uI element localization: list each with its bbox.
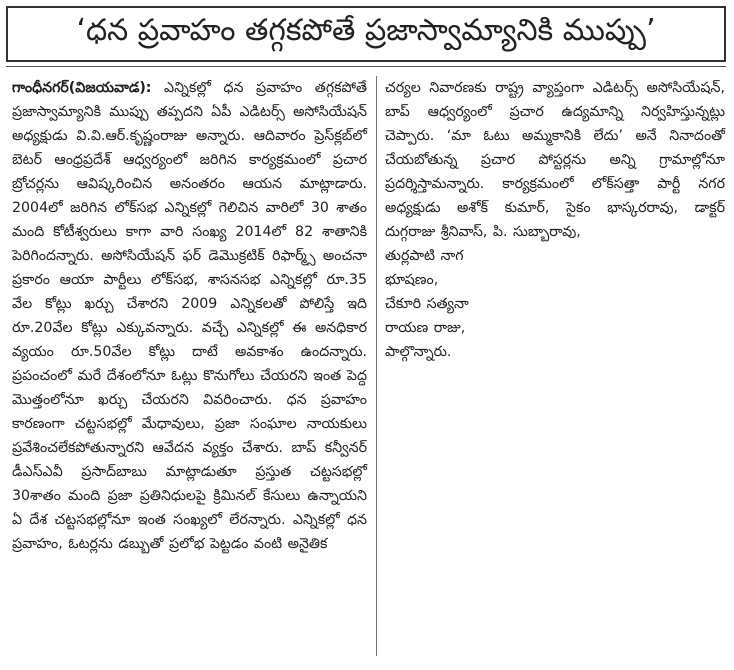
article-tail-narrow bbox=[385, 244, 493, 364]
headline: ‘ధన ప్రవాహం తగ్గకపోతే ప్రజాస్వామ్యానికి ముప్పు’ bbox=[76, 13, 656, 48]
dateline: గాంధీనగర్(విజయవాడ): bbox=[12, 80, 152, 96]
tail-line: తుర్లపాటి నాగ bbox=[385, 248, 464, 264]
article-body-left: ఎన్నికల్లో ధన ప్రవాహం తగ్గకపోతే ప్రజాస్వామ్యానికి ముప్పు తప్పదని ఏపీ ఎడిటర్స్ అసోసియేషన్ అధ్యక్షుడు వి.వి.ఆర్.కృష్ణంరాజు అన్నారు. ఆదివారం ప్రెస్‌క్లబ్‌లో బెటర్ ఆంధ్రప్రదేశ్ ఆధ్వర్యంలో జరిగిన కార్యక్రమంలో ప్రచార బ్రోచర్లను ఆవిష్కరించిన అనంతరం ఆయన మాట్లాడారు. 2004లో జరిగిన లోక్‌సభ ఎన్నికల్లో గెలిచిన వారిలో 30 శాతం మంది కోటీశ్వరులు కాగా వారి సంఖ్య 2014లో 82 శాతానికి పెరిగిందన్నారు. అసోసియేషన్ ఫర్ డెమొక్రటిక్ రిఫార్మ్స్ అంచనా ప్రకారం ఆయా పార్టీలు లోక్‌సభ, శాసనసభ ఎన్నికల్లో రూ.35 వేల కోట్లు ఖర్చు చేశారని 2009 ఎన్నికలతో పోలిస్తే ఇది రూ.20వేల కోట్లు ఎక్కువన్నారు. వచ్చే ఎన్నికల్లో ఈ అనధికార వ్యయం రూ.50వేల కోట్లు దాటే అవకాశం ఉందన్నారు. ప్రపంచంలో మరే దేశంలోనూ ఓట్లు కొనుగోలు చేయరని ఇంత పెద్ద మొత్తంలోనూ ఖర్చు చేయరని వివరించారు. ధన ప్రవాహం కారణంగా చట్టసభల్లో మేధావులు, ప్రజా సంఘాల నాయకులు ప్రవేశించలేకపోతున్నారని ఆవేదన వ్యక్తం చేశారు. బాప్ కన్వీనర్ డీఎస్ఎవీ ప్రసాద్‌బాబు మాట్లాడుతూ ప్రస్తుత చట్టసభల్లో 30శాతం మంది ప్రజా ప్రతినిధులపై క్రిమినల్ కేసులు ఉన్నాయని ఏ దేశ చట్టసభల్లోనూ ఇంత సంఖ్యలో లేరన్నారు. ఎన్నికల్లో ధన ప్రవాహం, ఓటర్లను డబ్బుతో ప్రలోభ పెట్టడం వంటి అనైతిక bbox=[12, 80, 367, 552]
article-paragraph-left bbox=[12, 76, 367, 556]
tail-line: పాల్గొన్నారు. bbox=[385, 344, 452, 360]
headline-divider bbox=[6, 66, 726, 67]
article-body-right: చర్యల నివారణకు రాష్ట్ర వ్యాప్తంగా ఎడిటర్స్ అసోసియేషన్, బాప్ ఆధ్వర్యంలో ప్రచార ఉద్యమాన్ని నిర్వహిస్తున్నట్లు చెప్పారు. ‘మా ఓటు అమ్మకానికి లేదు’ అనే నినాదంతో చేయబోతున్న ప్రచార పోస్టర్లను అన్ని గ్రామాల్లోనూ ప్రదర్శిస్తామన్నారు. కార్యక్రమంలో లోక్‌సత్తా పార్టీ నగర అధ్యక్షుడు అశోక్ కుమార్, సైకం భాస్కరరావు, డాక్టర్ దుగ్గరాజు శ్రీనివాస్, పి. సుబ్బారావు, bbox=[385, 80, 725, 240]
article-column-right bbox=[385, 76, 725, 364]
headline-box bbox=[6, 6, 726, 62]
article-column-left bbox=[12, 76, 367, 556]
tail-line: భూషణం, bbox=[385, 272, 439, 288]
column-divider bbox=[376, 76, 377, 656]
tail-line: చేకూరి సత్యనా bbox=[385, 296, 469, 312]
tail-line: రాయణ రాజు, bbox=[385, 320, 466, 336]
